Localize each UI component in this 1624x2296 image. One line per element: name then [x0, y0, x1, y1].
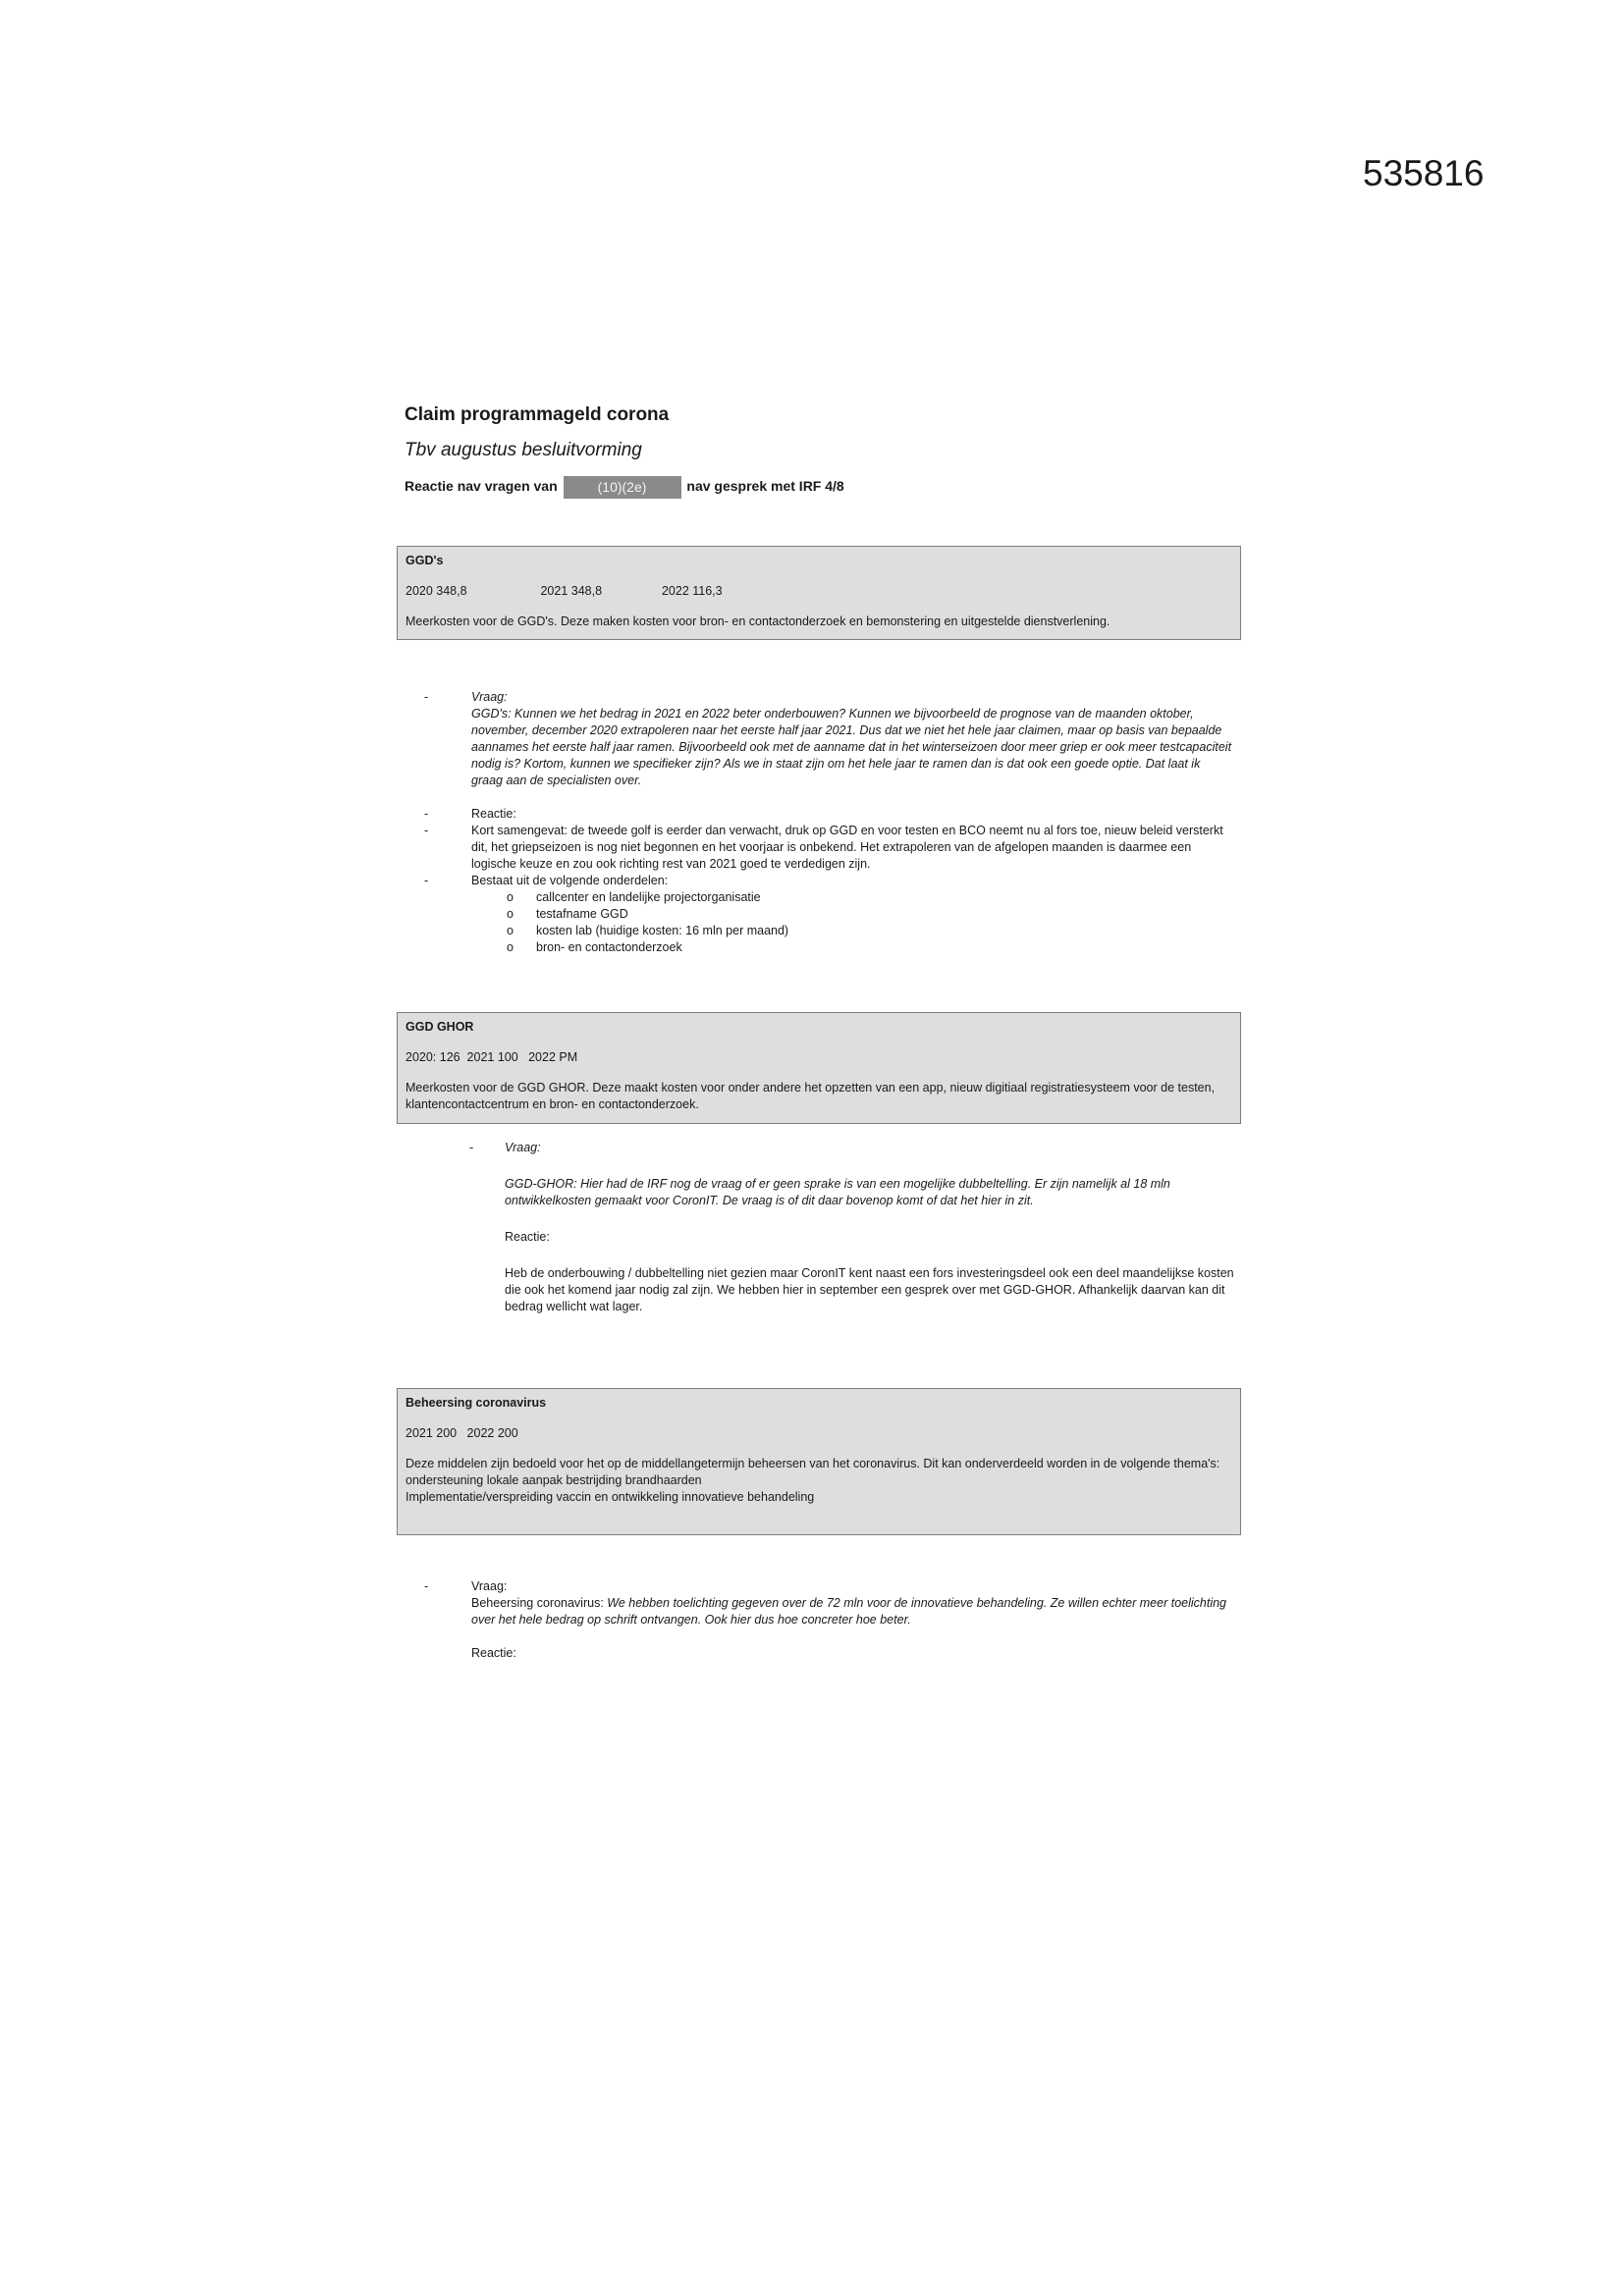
- beheersing-qa-section: [424, 1578, 1233, 1662]
- ggds-response-text: Kort samengevat: de tweede golf is eerder dan verwacht, druk op GGD en voor testen en BCO neemt nu al fors toe, nieuw beleid versterkt dit, het griepseizoen is nog niet begonnen en het voorjaar is onbekend. Het extrapoleren van de afgelopen maanden is daarmee een logische keuze en zou ook richting rest van 2021 goed te verdedigen zijn.: [471, 824, 1223, 871]
- ggd-ghor-box: [397, 1012, 1241, 1124]
- beheersing-amounts: 2021 200 2022 200: [406, 1426, 518, 1440]
- ggds-amount-2022: 2022 116,3: [661, 584, 723, 598]
- ggds-question-label: Vraag:: [471, 690, 508, 704]
- ggds-amounts: [406, 583, 1232, 600]
- ggd-ghor-amounts: 2020: 126 2021 100 2022 PM: [406, 1050, 578, 1064]
- ggd-ghor-question-label: Vraag:: [505, 1141, 541, 1154]
- dash-bullet: -: [424, 1579, 429, 1593]
- ggds-amount-2020: 2020 348,8: [406, 584, 467, 598]
- beheersing-description: Deze middelen zijn bedoeld voor het op de middellangetermijn beheersen van het coronavirus. Dit kan onderverdeeld worden in de volgende thema's:: [406, 1457, 1220, 1470]
- ggd-ghor-question-text: GGD-GHOR: Hier had de IRF nog de vraag of er geen sprake is van een mogelijke dubbeltelling. Er zijn namelijk al 18 mln ontwikkelkosten gemaakt voor CoronIT. De vraag is of dit daar bovenop komt of dat het hier in zit.: [505, 1177, 1170, 1207]
- document-subtitle: Tbv augustus besluitvorming: [405, 440, 642, 460]
- list-item: o kosten lab (huidige kosten: 16 mln per maand): [507, 924, 789, 937]
- reaction-line: [405, 476, 844, 499]
- ggds-components-intro: Bestaat uit de volgende onderdelen:: [471, 874, 669, 887]
- ggd-ghor-qa-section: [469, 1140, 1235, 1315]
- dash-bullet: -: [424, 690, 429, 704]
- ggd-ghor-heading: GGD GHOR: [406, 1020, 474, 1034]
- ggd-ghor-response-label: Reactie:: [505, 1230, 550, 1244]
- beheersing-response-label: Reactie:: [471, 1646, 516, 1660]
- document-title: Claim programmageld corona: [405, 404, 670, 425]
- ggds-response: [424, 823, 1233, 873]
- redaction-block: (10)(2e): [564, 476, 681, 499]
- ggds-components: [424, 873, 1233, 956]
- beheersing-theme: ondersteuning lokale aanpak bestrijding brandhaarden: [406, 1473, 702, 1487]
- beheersing-theme: Implementatie/verspreiding vaccin en ontwikkeling innovatieve behandeling: [406, 1490, 815, 1504]
- beheersing-box: [397, 1388, 1241, 1535]
- dash-bullet: -: [469, 1141, 474, 1154]
- list-item: o callcenter en landelijke projectorganisatie: [507, 890, 761, 904]
- ggds-amount-2021: 2021 348,8: [540, 584, 603, 598]
- beheersing-question: [424, 1578, 1233, 1662]
- ggds-heading: GGD's: [406, 554, 444, 567]
- ggds-question: [424, 689, 1233, 789]
- ggd-ghor-description: Meerkosten voor de GGD GHOR. Deze maakt kosten voor onder andere het opzetten van een app, nieuw digitiaal registratiesysteem voor de testen, klantencontactcentrum en bron- en contactonderzoek.: [406, 1081, 1216, 1111]
- beheersing-question-text: We hebben toelichting gegeven over de 72 mln voor de innovatieve behandeling. Ze willen echter meer toelichting over het hele bedrag op schrift ontvangen. Ook hier dus hoe concreter hoe beter.: [471, 1596, 1227, 1627]
- beheersing-question-label: Vraag:: [471, 1579, 508, 1593]
- beheersing-heading: Beheersing coronavirus: [406, 1396, 547, 1410]
- dash-bullet: -: [424, 824, 429, 837]
- ggds-response-label-item: [424, 806, 1233, 823]
- ggd-ghor-question: [469, 1140, 1235, 1315]
- dash-bullet: -: [424, 874, 429, 887]
- reaction-prefix: Reactie nav vragen van: [405, 478, 558, 495]
- beheersing-question-body: [471, 1595, 1233, 1629]
- list-item: o testafname GGD: [507, 907, 628, 921]
- ggds-question-text: GGD's: Kunnen we het bedrag in 2021 en 2022 beter onderbouwen? Kunnen we bijvoorbeeld de prognose van de maanden oktober, november, december 2020 extrapoleren naar het eerste half jaar 2021. Dus dat we niet het hele jaar claimen, maar op basis van bepaalde aannames het eerste half jaar ramen. Bijvoorbeeld ook met de aanname dat in het winterseizoen door meer griep er ook meer testcapaciteit nodig is? Kortom, kunnen we specifieker zijn? Als we in staat zijn om het hele jaar te ramen dan is dat ook een goede optie. Dat laat ik graag aan de specialisten over.: [471, 707, 1232, 787]
- list-item: o bron- en contactonderzoek: [507, 940, 682, 954]
- ggds-qa-section: [424, 689, 1233, 956]
- ggds-description: Meerkosten voor de GGD's. Deze maken kosten voor bron- en contactonderzoek en bemonstering en uitgestelde dienstverlening.: [406, 614, 1110, 628]
- reaction-suffix: nav gesprek met IRF 4/8: [686, 478, 844, 495]
- dash-bullet: -: [424, 807, 429, 821]
- ggds-box: [397, 546, 1241, 640]
- beheersing-question-prefix: Beheersing coronavirus:: [471, 1596, 608, 1610]
- document-number: 535816: [1363, 153, 1485, 193]
- ggd-ghor-response-text: Heb de onderbouwing / dubbeltelling niet gezien maar CoronIT kent naast een fors investeringsdeel ook een deel maandelijkse kosten die ook het komend jaar nodig zal zijn. We hebben hier in september een gesprek over met GGD-GHOR. Afhankelijk daarvan kan dit bedrag wellicht wat lager.: [505, 1266, 1234, 1313]
- ggds-response-label: Reactie:: [471, 807, 516, 821]
